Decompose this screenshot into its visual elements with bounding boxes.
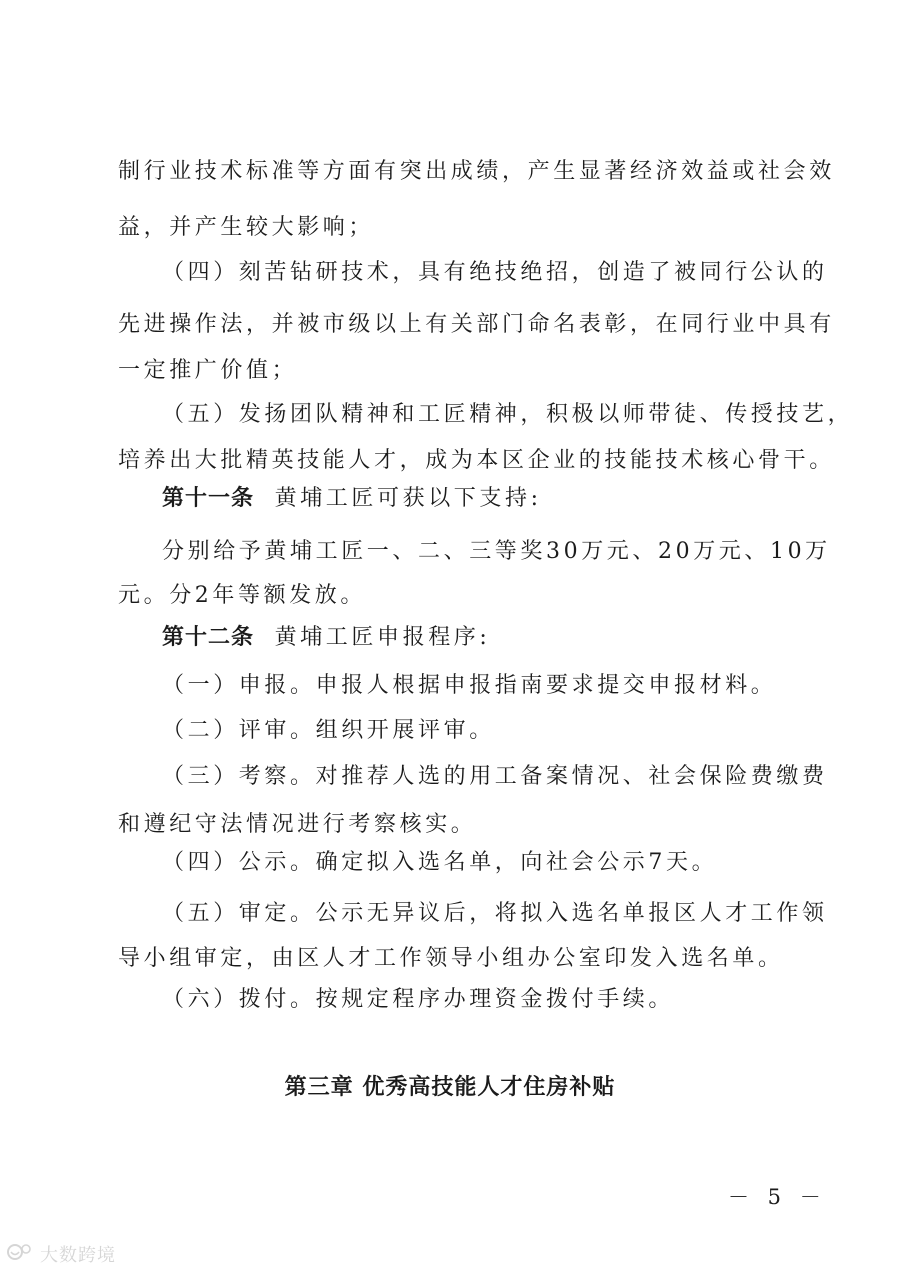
article-heading: 第十一条 [162,486,255,511]
paragraph-line: 和遵纪守法情况进行考察核实。 [118,812,477,837]
paragraph-line: 一定推广价值； [118,358,298,383]
paragraph-line: 分别给予黄埔工匠一、二、三等奖30万元、20万元、10万 [162,539,831,564]
paragraph-line: 制行业技术标准等方面有突出成绩，产生显著经济效益或社会效 [118,159,835,184]
watermark-text: 大数跨境 [40,1245,116,1266]
paragraph-line: （一）申报。申报人根据申报指南要求提交申报材料。 [162,673,777,698]
watermark [6,1241,116,1267]
brand-logo-icon [6,1241,36,1267]
paragraph-line: 先进操作法，并被市级以上有关部门命名表彰，在同行业中具有 [118,312,835,337]
paragraph-line: （五）发扬团队精神和工匠精神，积极以师带徒、传授技艺， [162,402,854,427]
paragraph-line: （三）考察。对推荐人选的用工备案情况、社会保险费缴费 [162,764,828,789]
paragraph-line: 益，并产生较大影响； [118,215,375,240]
article-12 [162,623,832,653]
article-heading: 第十二条 [162,625,255,650]
paragraph-line: （四）刻苦钻研技术，具有绝技绝招，创造了被同行公认的 [162,260,828,285]
article-text: 黄埔工匠申报程序: [274,625,491,650]
paragraph-line: 元。分2年等额发放。 [118,583,366,608]
paragraph-line: （二）评审。组织开展评审。 [162,718,495,743]
article-text: 黄埔工匠可获以下支持: [274,486,542,511]
paragraph-line: 培养出大批精英技能人才，成为本区企业的技能技术核心骨干。 [118,448,835,473]
chapter-title: 第三章 优秀高技能人才住房补贴 [284,1075,616,1100]
paragraph-line: （五）审定。公示无异议后，将拟入选名单报区人才工作领 [162,901,828,926]
article-11 [162,484,832,514]
paragraph-line: （四）公示。确定拟入选名单，向社会公示7天。 [162,850,718,875]
paragraph-line: （六）拨付。按规定程序办理资金拨付手续。 [162,987,675,1012]
page-number: － 5 － [728,1185,827,1209]
paragraph-line: 导小组审定，由区人才工作领导小组办公室印发入选名单。 [118,946,784,971]
